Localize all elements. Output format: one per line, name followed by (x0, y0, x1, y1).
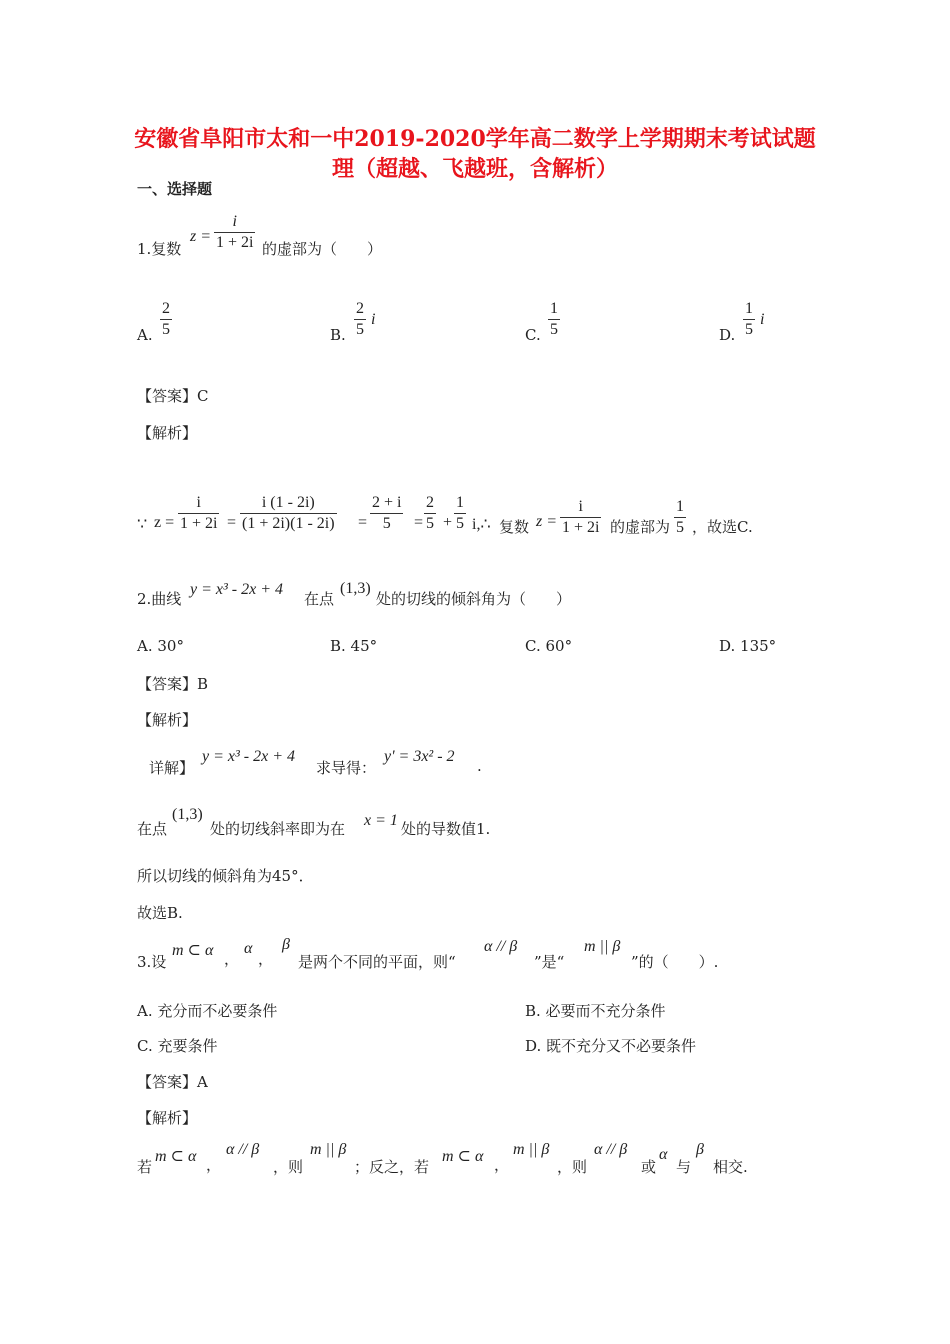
q3-sol-r2: m || β (513, 1141, 550, 1158)
q2-option-c: C. 60° (525, 637, 573, 655)
q1-sol-z2: z = (536, 513, 558, 530)
q3-sol-beta: β (696, 1141, 704, 1158)
q3-cond1: α // β (484, 938, 518, 955)
q1-sol-frac2: $\frac{i (1 - 2i)}{(1 + 2i)(1 - 2i)}$ (242, 494, 335, 532)
q2-point: (1,3) (340, 580, 371, 597)
q3-sol-huo: 或 (641, 1158, 657, 1176)
q3-option-d: D. 既不充分又不必要条件 (525, 1037, 697, 1055)
q1-suffix: 的虚部为（ ） (262, 240, 383, 258)
q2-line3: 所以切线的倾斜角为45°． (137, 867, 314, 885)
q3-sol-m2: m ⊂ α (442, 1148, 484, 1165)
q1-option-a-fraction: $\frac{2}{5}$ (162, 300, 170, 338)
q2-detail-end: . (477, 757, 482, 775)
q1-fraction: $\frac{i}{1 + 2i}$ (216, 213, 254, 251)
q1-analysis-label: 【解析】 (137, 424, 198, 442)
q1-option-c-letter: C. (525, 326, 541, 344)
q1-sol-frac1: $\frac{i}{1 + 2i}$ (180, 494, 218, 532)
q1-option-c-fraction: $\frac{1}{5}$ (550, 300, 558, 338)
q3-analysis-label: 【解析】 (137, 1109, 198, 1127)
q3-sol-fan: ；反之，若 (354, 1158, 430, 1176)
document-title-line2: 理（超越、飞越班，含解析） (331, 156, 618, 182)
q2-line2-x: x = 1 (364, 812, 398, 829)
q2-equation: y = x³ - 2x + 4 (190, 581, 284, 598)
q1-sol-eq1: = (227, 514, 237, 531)
q3-text2: ”是“ (534, 953, 565, 971)
q2-line2-c: 处的导数值1. (401, 820, 491, 838)
q3-comma2: ， (258, 950, 274, 968)
q3-sol-r1: m || β (310, 1141, 347, 1158)
q2-option-b: B. 45° (330, 637, 378, 655)
q3-sol-end: 相交. (713, 1158, 748, 1176)
q3-beta: β (282, 936, 290, 953)
q3-answer: 【答案】A (137, 1073, 208, 1091)
q1-sol-frac7: $\frac{1}{5}$ (676, 498, 684, 536)
document-title-line1: 安徽省阜阳市太和一中2019-2020学年高二数学上学期期末考试试题 (134, 126, 816, 152)
q2-option-d: D. 135° (719, 637, 777, 655)
q3-sol-p1: α // β (226, 1141, 260, 1158)
q2-prefix: 2.曲线 (137, 590, 182, 608)
q3-alpha: α (244, 940, 253, 957)
q3-option-c: C. 充要条件 (137, 1037, 218, 1055)
q1-sol-eq2: = (358, 514, 368, 531)
q3-prefix: 3.设 (137, 953, 167, 971)
q1-prefix: 1.复数 (137, 240, 182, 258)
q1-sol-text1: 复数 (499, 518, 530, 536)
q1-sol-because: ∵ (137, 516, 148, 533)
q3-option-a: A. 充分而不必要条件 (137, 1002, 278, 1020)
q1-option-d-letter: D. (719, 326, 736, 344)
q2-analysis-label: 【解析】 (137, 711, 198, 729)
q3-text1: 是两个不同的平面，则“ (298, 953, 456, 971)
q1-option-a-letter: A. (137, 326, 153, 344)
q2-detail-label: 详解】 (149, 759, 195, 777)
q1-sol-frac4: $\frac{2}{5}$ (426, 494, 434, 532)
q1-option-d-i: i (760, 311, 765, 328)
q3-sol-c2: ， (494, 1156, 510, 1174)
q1-sol-z: z = (154, 514, 175, 531)
q1-sol-text2: 的虚部为 (610, 518, 671, 536)
q2-answer: 【答案】B (137, 675, 209, 693)
q3-m-subset: m ⊂ α (172, 942, 214, 959)
q3-cond2: m || β (584, 938, 621, 955)
q3-sol-c1: ， (206, 1156, 222, 1174)
q2-suffix: 处的切线的倾斜角为（ ） (376, 590, 572, 608)
q1-sol-eq3: = (414, 514, 424, 531)
q2-detail-deriv: y' = 3x² - 2 (384, 748, 455, 765)
q3-sol-ze1: ，则 (273, 1158, 304, 1176)
q1-sol-frac6: $\frac{i}{1 + 2i}$ (562, 498, 600, 536)
q1-option-b-fraction: $\frac{2}{5}$ (356, 300, 364, 338)
q1-sol-frac5: $\frac{1}{5}$ (456, 494, 464, 532)
q2-mid: 在点 (304, 590, 335, 608)
q1-z: z = (190, 228, 212, 245)
q1-answer: 【答案】C (137, 387, 209, 405)
q1-option-b-i: i (371, 311, 376, 328)
q2-detail-mid: 求导得： (316, 759, 377, 777)
q3-sol-ze2: ，则 (557, 1158, 588, 1176)
q3-sol-alpha: α (659, 1146, 668, 1163)
q2-line2-point: (1,3) (172, 806, 203, 823)
q3-text3: ”的（ ）. (631, 953, 719, 971)
q2-line4: 故选B. (137, 904, 183, 922)
q1-sol-text3: ，故选C. (692, 518, 753, 536)
q2-detail-eq: y = x³ - 2x + 4 (202, 748, 296, 765)
q1-option-d-fraction: $\frac{1}{5}$ (745, 300, 753, 338)
q1-sol-frac3: $\frac{2 + i}{5}$ (372, 494, 402, 532)
q2-option-a: A. 30° (137, 637, 184, 655)
q3-option-b: B. 必要而不充分条件 (525, 1002, 666, 1020)
q3-sol-p2: α // β (594, 1141, 628, 1158)
q2-line2-a: 在点 (137, 820, 168, 838)
q2-line2-b: 处的切线斜率即为在 (210, 820, 346, 838)
section-heading: 一、选择题 (137, 180, 213, 198)
q1-option-b-letter: B. (330, 326, 346, 344)
q3-sol-ruo: 若 (137, 1158, 153, 1176)
q1-sol-plus: + (443, 514, 453, 531)
q1-sol-tail: i,∴ (472, 516, 491, 533)
q3-sol-m1: m ⊂ α (155, 1148, 197, 1165)
q3-comma1: ， (224, 950, 240, 968)
q3-sol-yu: 与 (676, 1158, 692, 1176)
